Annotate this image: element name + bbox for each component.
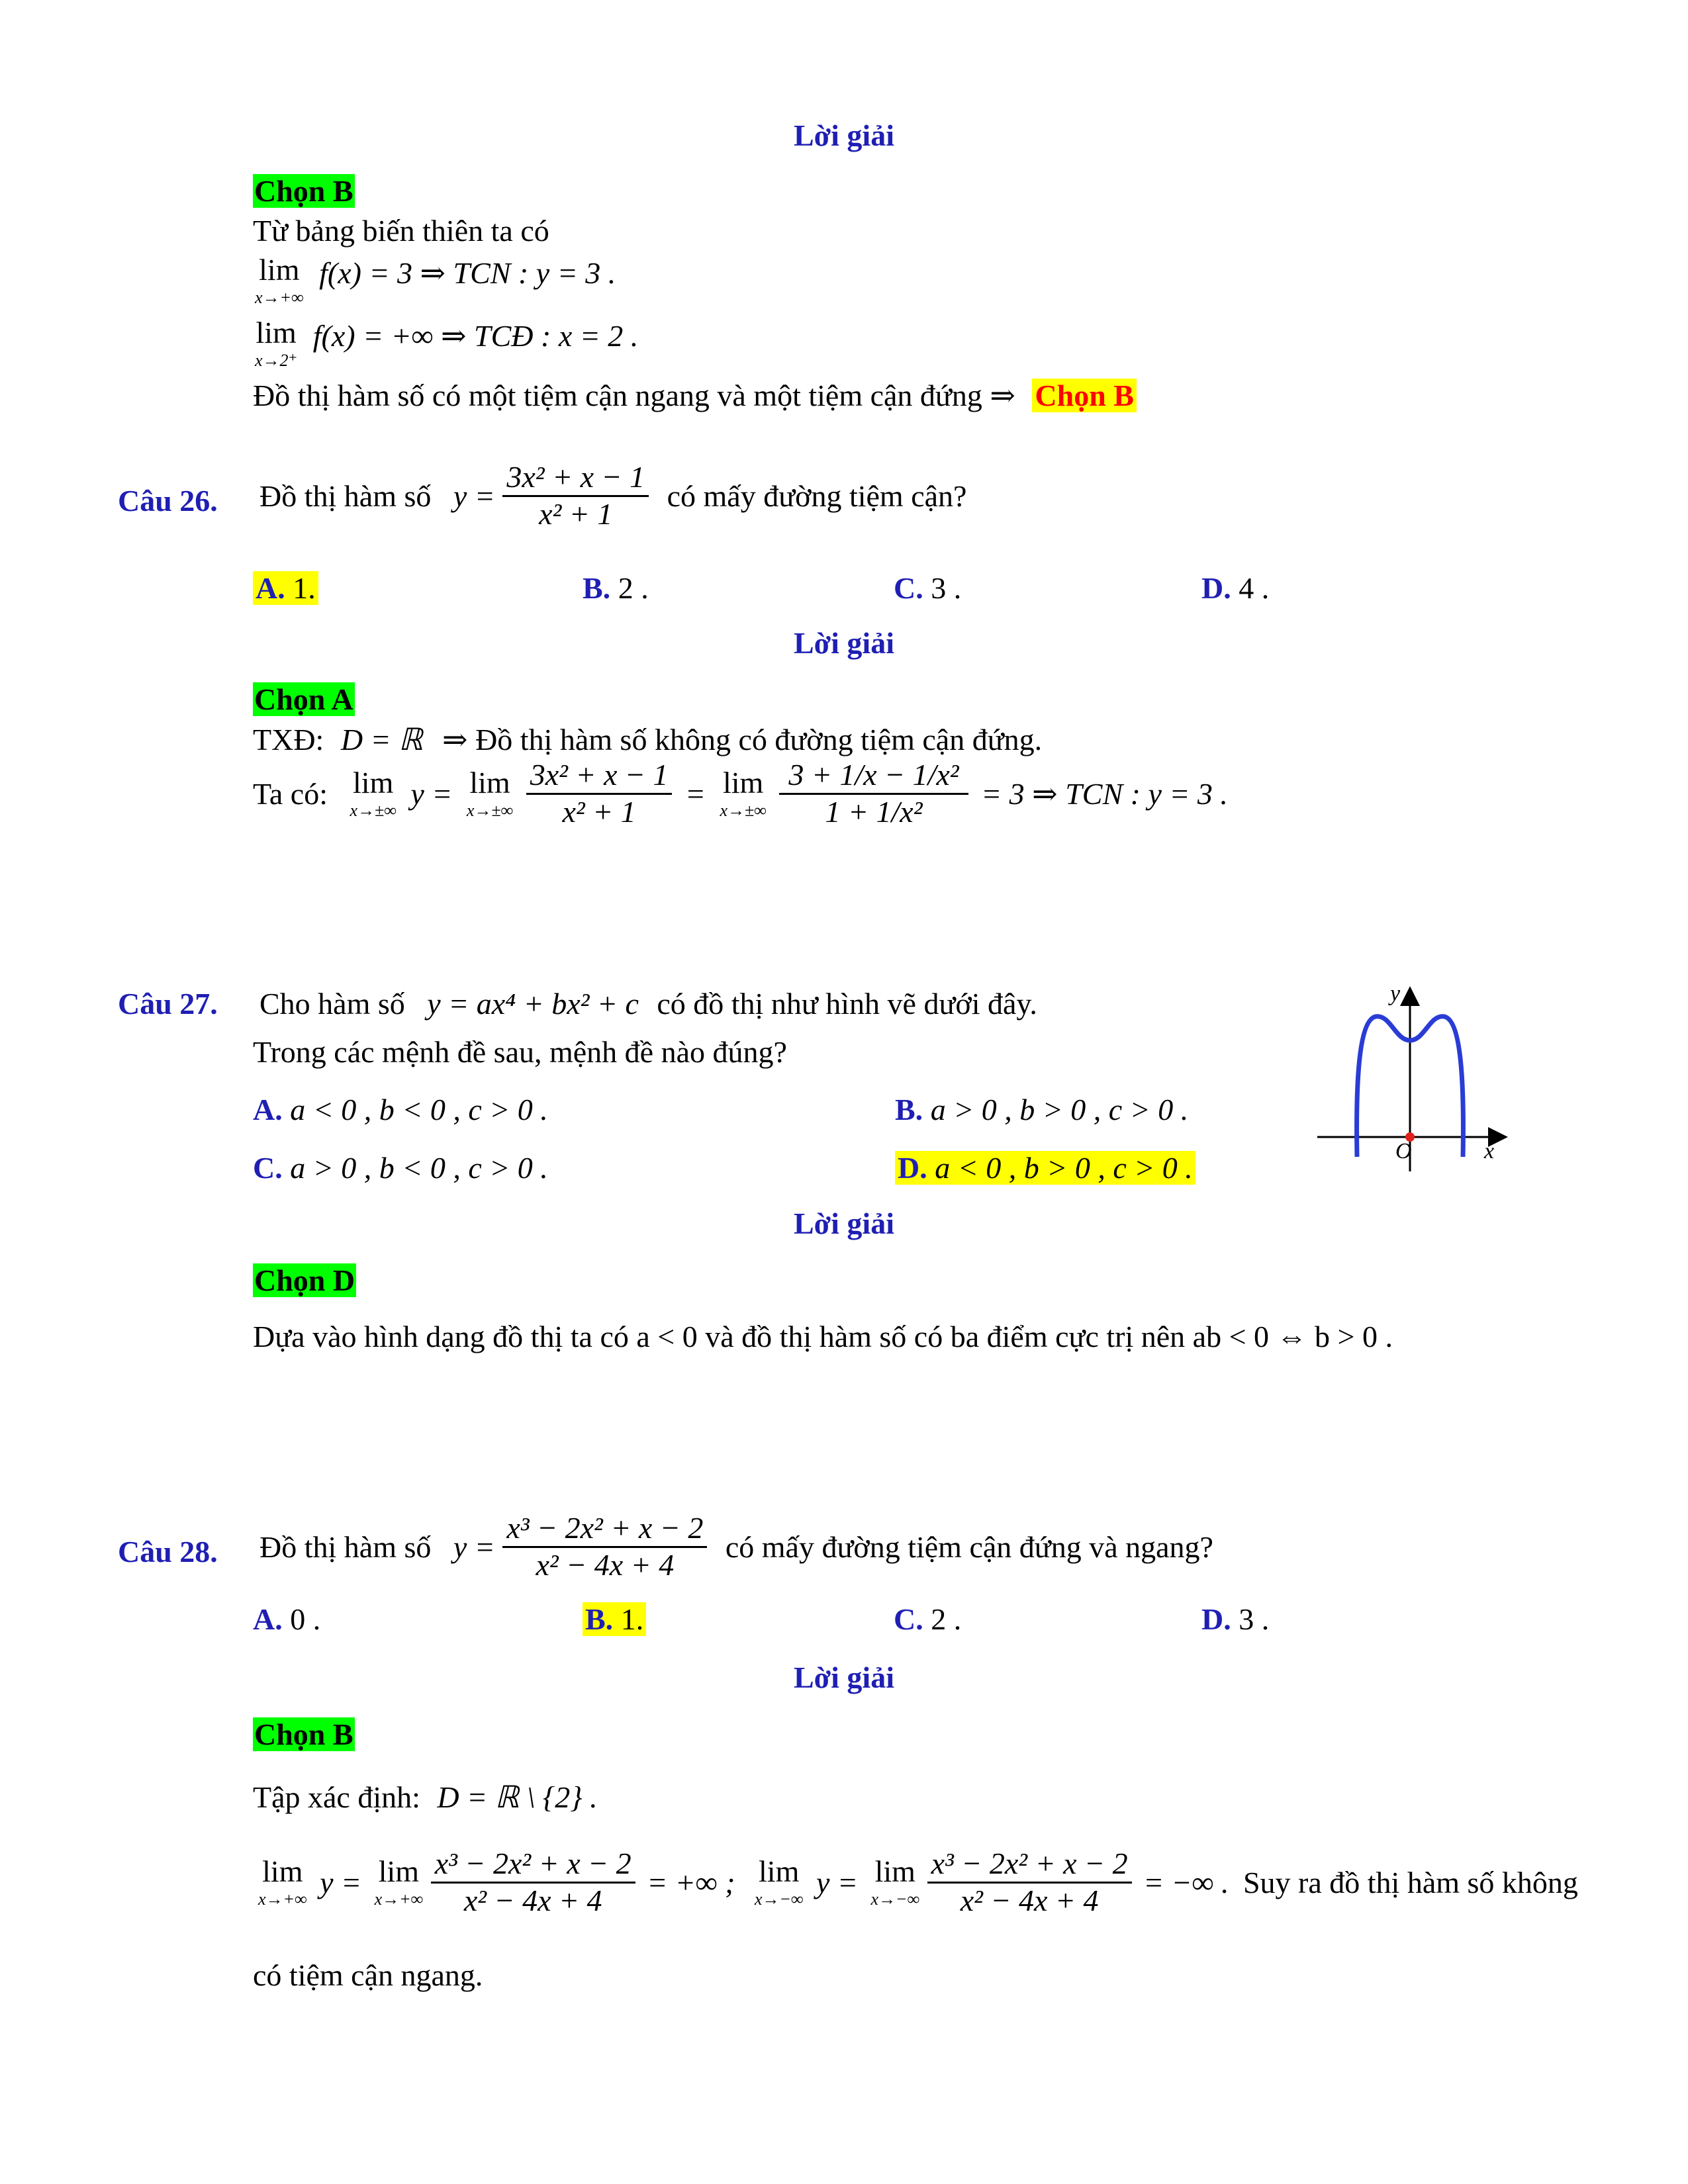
option-value: a < 0 , b < 0 , c > 0 . xyxy=(290,1093,548,1126)
fraction-numerator: 3x² + x − 1 xyxy=(526,758,673,795)
function-expression: y = ax⁴ + bx² + c xyxy=(427,987,639,1021)
question-number xyxy=(118,1534,218,1569)
option-letter: A. xyxy=(256,571,285,605)
option-value: a > 0 , b < 0 , c > 0 . xyxy=(290,1151,548,1185)
lim-word: lim xyxy=(353,766,394,800)
question-tail: có mấy đường tiệm cận đứng và ngang? xyxy=(725,1529,1213,1564)
solution-conclusion xyxy=(253,377,1137,413)
fraction xyxy=(502,1511,707,1583)
lim-word: lim xyxy=(378,1854,420,1889)
txd-consequence: ⇒ Đồ thị hàm số không có đường tiệm cận đứng. xyxy=(442,723,1043,756)
limit-expression: f(x) = 3 ⇒ TCN : y = 3 . xyxy=(319,256,616,290)
txd-label: TXĐ: xyxy=(253,723,324,756)
limit-expression: f(x) = +∞ ⇒ TCĐ : x = 2 . xyxy=(312,319,639,353)
limit-subscript: x→−∞ xyxy=(754,1889,804,1909)
lim-word: lim xyxy=(759,1854,800,1889)
question-lead: Đồ thị hàm số xyxy=(259,478,432,513)
equals-sign: = xyxy=(684,776,706,811)
solution-heading: Lời giải xyxy=(794,626,894,660)
option-c[interactable] xyxy=(894,1602,961,1637)
question-label: Câu 28. xyxy=(118,1535,218,1569)
y-equals: y = xyxy=(816,1865,858,1899)
option-b[interactable] xyxy=(583,1602,646,1637)
domain-label: Tập xác định: xyxy=(253,1780,420,1814)
question-tail: có đồ thị như hình vẽ dưới đây. xyxy=(657,987,1037,1021)
y-equals: y = xyxy=(320,1865,362,1899)
question-tail: có mấy đường tiệm cận? xyxy=(667,478,967,513)
domain-expression: D = ℝ \ {2} . xyxy=(437,1780,598,1814)
option-value: a < 0 , b > 0 , c > 0 . xyxy=(935,1151,1193,1185)
fraction-denominator: x² + 1 xyxy=(539,496,613,531)
option-letter: B. xyxy=(895,1093,923,1126)
limit-computation xyxy=(258,1846,1578,1919)
limit-subscript: x→±∞ xyxy=(466,801,514,821)
lim-word: lim xyxy=(874,1854,915,1889)
option-value: 1. xyxy=(620,1602,644,1636)
txd-line xyxy=(253,721,1042,757)
chon-label: Chọn B xyxy=(254,174,353,208)
option-value: a > 0 , b > 0 , c > 0 . xyxy=(930,1093,1189,1126)
question-text xyxy=(259,986,1037,1021)
answer-choice-badge xyxy=(253,173,355,208)
limit-result: = 3 ⇒ TCN : y = 3 . xyxy=(981,777,1228,811)
fraction-denominator: x² − 4x + 4 xyxy=(960,1883,1099,1917)
solution-heading: Lời giải xyxy=(794,1661,894,1694)
solution-heading: Lời giải xyxy=(794,118,894,152)
fraction-denominator: x² − 4x + 4 xyxy=(536,1547,675,1582)
question-number xyxy=(118,986,218,1021)
question-number xyxy=(118,483,218,518)
question-label: Câu 27. xyxy=(118,987,218,1021)
question-text xyxy=(259,1511,1213,1583)
answer-choice-badge xyxy=(253,1263,356,1298)
fraction xyxy=(431,1846,635,1919)
fraction-numerator: 3 + 1/x − 1/x² xyxy=(779,758,968,795)
function-graph xyxy=(1317,979,1509,1171)
taco-label: Ta có: xyxy=(253,776,328,811)
option-letter: A. xyxy=(253,1093,283,1126)
solution-text: Từ bảng biến thiên ta có xyxy=(253,214,549,248)
option-letter: A. xyxy=(253,1602,283,1636)
fraction-denominator: x² − 4x + 4 xyxy=(463,1883,602,1917)
solution-heading: Lời giải xyxy=(794,1206,894,1240)
fraction-numerator: x³ − 2x² + x − 2 xyxy=(502,1511,707,1548)
limit-subscript: x→±∞ xyxy=(350,801,397,821)
y-equals: y = xyxy=(453,1529,495,1564)
option-value: 0 . xyxy=(290,1602,321,1636)
conclusion-text: Đồ thị hàm số có một tiệm cận ngang và một tiệm cận đứng ⇒ xyxy=(253,379,1015,412)
option-d[interactable] xyxy=(1201,570,1269,606)
limit-subscript: x→+∞ xyxy=(374,1889,424,1909)
fraction-numerator: 3x² + x − 1 xyxy=(502,460,649,497)
solution-text: Dựa vào hình dạng đồ thị ta có a < 0 và đồ thị hàm số có ba điểm cực trị nên ab < 0 ⇔ b > 0 . xyxy=(253,1320,1393,1353)
option-value: 2 . xyxy=(931,1602,962,1636)
y-axis-label: y xyxy=(1390,981,1401,1006)
option-letter: C. xyxy=(894,1602,923,1636)
option-a[interactable] xyxy=(253,570,318,606)
question-text xyxy=(259,460,966,532)
option-value: 4 . xyxy=(1239,571,1270,605)
limit-subscript: x→−∞ xyxy=(870,1889,920,1909)
option-d[interactable] xyxy=(1201,1602,1269,1637)
option-b[interactable] xyxy=(895,1092,1188,1127)
chon-label: Chọn B xyxy=(254,1717,353,1751)
option-letter: D. xyxy=(1201,571,1231,605)
option-value: 3 . xyxy=(1239,1602,1270,1636)
option-letter: C. xyxy=(253,1151,283,1185)
option-letter: C. xyxy=(894,571,923,605)
fraction-denominator: 1 + 1/x² xyxy=(825,794,923,829)
fraction xyxy=(927,1846,1132,1919)
domain-line xyxy=(253,1779,598,1815)
limit-computation xyxy=(253,758,1228,830)
option-c[interactable] xyxy=(894,570,961,606)
final-choice-badge: Chọn B xyxy=(1032,379,1137,412)
limit-subscript: x→±∞ xyxy=(720,801,767,821)
option-letter: D. xyxy=(898,1151,927,1185)
limit-subscript: x→+∞ xyxy=(255,288,304,307)
option-letter: B. xyxy=(583,571,611,605)
limit-line: lim x→2⁺ f(x) = +∞ ⇒ TCĐ : x = 2 . xyxy=(255,316,639,370)
option-letter: D. xyxy=(1201,1602,1231,1636)
limit-subscript: x→+∞ xyxy=(258,1889,307,1909)
option-value: 1. xyxy=(293,571,316,605)
question-lead: Cho hàm số xyxy=(259,987,405,1021)
chon-label: Chọn A xyxy=(254,682,353,716)
answer-choice-badge xyxy=(253,1717,355,1752)
lim-word: lim xyxy=(262,1854,303,1889)
option-a[interactable] xyxy=(253,1602,320,1637)
origin-label: O xyxy=(1395,1139,1412,1163)
limit-subscript: x→2⁺ xyxy=(255,351,298,370)
y-equals: y = xyxy=(410,776,453,811)
fraction-denominator: x² + 1 xyxy=(562,794,636,829)
compound-fraction xyxy=(779,758,968,830)
fraction-numerator: x³ − 2x² + x − 2 xyxy=(431,1846,635,1884)
limit-result: = +∞ ; xyxy=(647,1865,735,1899)
conclusion-text: Suy ra đồ thị hàm số không xyxy=(1243,1865,1578,1899)
option-letter: B. xyxy=(585,1602,614,1636)
txd-expression: D = ℝ xyxy=(340,723,423,756)
question-label: Câu 26. xyxy=(118,484,218,518)
option-b[interactable] xyxy=(583,570,649,606)
conclusion-text: có tiệm cận ngang. xyxy=(253,1958,483,1992)
question-lead: Đồ thị hàm số xyxy=(259,1529,432,1564)
fraction xyxy=(502,460,649,532)
lim-word: lim xyxy=(722,766,764,800)
option-value: 3 . xyxy=(931,571,962,605)
limit-result: = −∞ . xyxy=(1143,1865,1229,1899)
option-c[interactable] xyxy=(253,1150,548,1185)
fraction-numerator: x³ − 2x² + x − 2 xyxy=(927,1846,1132,1884)
chon-label: Chọn D xyxy=(254,1263,355,1297)
lim-word: lim xyxy=(469,766,510,800)
x-axis-label: x xyxy=(1484,1139,1495,1163)
limit-line: lim x→+∞ f(x) = 3 ⇒ TCN : y = 3 . xyxy=(255,253,616,307)
y-equals: y = xyxy=(453,478,495,513)
fraction xyxy=(526,758,673,830)
option-d[interactable] xyxy=(895,1150,1196,1185)
question-prompt: Trong các mệnh đề sau, mệnh đề nào đúng? xyxy=(253,1035,787,1069)
option-a[interactable] xyxy=(253,1092,548,1127)
option-value: 2 . xyxy=(618,571,649,605)
answer-choice-badge xyxy=(253,682,355,717)
